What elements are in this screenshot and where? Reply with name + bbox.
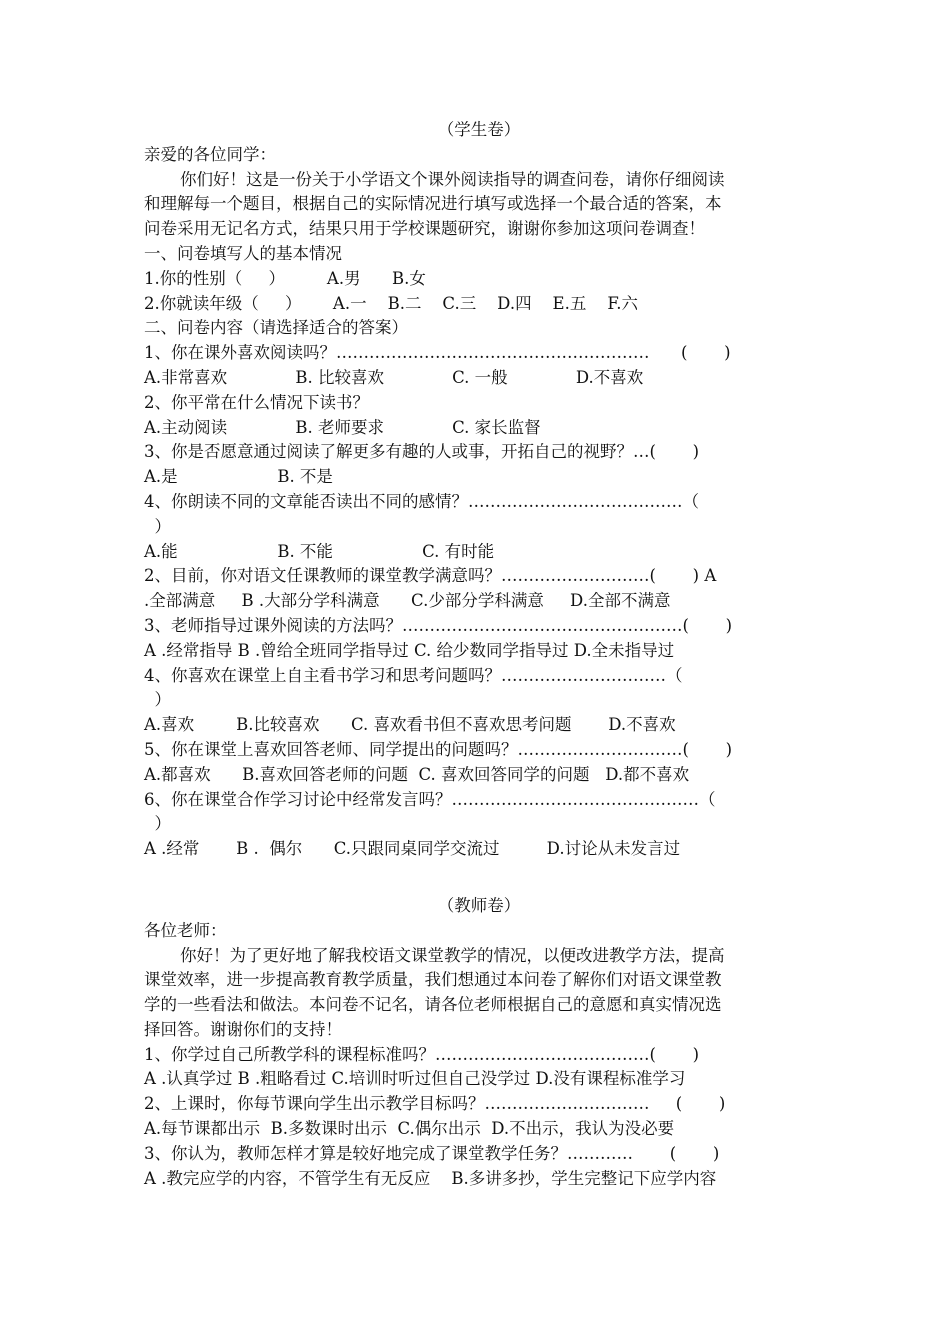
question-line: 3、老师指导过课外阅读的方法吗？……………………………………………( ) — [144, 615, 733, 635]
teacher-intro-line: 学的一些看法和做法。本问卷不记名，请各位老师根据自己的意愿和真实情况选 — [144, 995, 722, 1015]
question-line-wrap: ） — [144, 516, 171, 536]
teacher-intro-line: 择回答。谢谢你们的支持！ — [144, 1019, 342, 1039]
answer-options: A.每节课都出示 B.多数课时出示 C.偶尔出示 D.不出示，我认为没必要 — [144, 1119, 675, 1139]
document-page — [144, 118, 814, 1191]
student-greeting: 亲爱的各位同学： — [144, 144, 276, 164]
teacher-greeting: 各位老师： — [144, 920, 227, 940]
student-intro-line: 问卷采用无记名方式，结果只用于学校课题研究，谢谢你参加这项问卷调查！ — [144, 219, 705, 239]
answer-options: A .经常指导 B .曾给全班同学指导过 C. 给少数同学指导过 D.全未指导过 — [144, 640, 675, 660]
question-line: 1、你在课外喜欢阅读吗？………………………………………………… ( ) — [144, 343, 731, 363]
answer-options: A.都喜欢 B.喜欢回答老师的问题 C. 喜欢回答同学的问题 D.都不喜欢 — [144, 764, 690, 784]
question-line: 2、上课时，你每节课向学生出示教学目标吗？………………………… ( ) — [144, 1094, 726, 1114]
answer-options: A.主动阅读 B. 老师要求 C. 家长监督 — [144, 417, 541, 437]
answer-options: A.能 B. 不能 C. 有时能 — [144, 541, 495, 561]
question-grade: 2.你就读年级（ ） A.一 B.二 C.三 D.四 E.五 F.六 — [144, 293, 638, 313]
question-line-wrap: ） — [144, 814, 171, 834]
answer-options: A.非常喜欢 B. 比较喜欢 C. 一般 D.不喜欢 — [144, 367, 644, 387]
section-heading-content: 二、问卷内容（请选择适合的答案） — [144, 318, 408, 338]
question-line: 2、你平常在什么情况下读书？ — [144, 392, 369, 412]
question-line: 1、你学过自己所教学科的课程标准吗？…………………………………( ) — [144, 1044, 700, 1064]
answer-options: A .教完应学的内容，不管学生有无反应 B.多讲多抄，学生完整记下应学内容 — [144, 1168, 717, 1188]
teacher-intro-line: 课堂效率，进一步提高教育教学质量，我们想通过本问卷了解你们对语文课堂教 — [144, 970, 722, 990]
question-line: 2、目前，你对语文任课教师的课堂教学满意吗？………………………( ) A — [144, 566, 717, 586]
answer-options: A .经常 B . 偶尔 C.只跟同桌同学交流过 D.讨论从未发言过 — [144, 839, 681, 859]
teacher-questionnaire-title: （教师卷） — [437, 895, 521, 915]
answer-options: A.是 B. 不是 — [144, 467, 333, 487]
section-heading-basic-info: 一、问卷填写人的基本情况 — [144, 243, 342, 263]
student-questionnaire-title: （学生卷） — [437, 120, 521, 139]
question-line: 3、你是否愿意通过阅读了解更多有趣的人或事，开拓自己的视野？…( ) — [144, 442, 700, 462]
question-line-wrap: ） — [144, 690, 171, 710]
question-line: 3、你认为，教师怎样才算是较好地完成了课堂教学任务？………… ( ) — [144, 1143, 720, 1163]
student-intro-line: 你们好！这是一份关于小学语文个课外阅读指导的调查问卷，请你仔细阅读 — [180, 169, 725, 189]
answer-options: .全部满意 B .大部分学科满意 C.少部分学科满意 D.全部不满意 — [144, 591, 671, 611]
question-line: 5、你在课堂上喜欢回答老师、同学提出的问题吗？…………………………( ) — [144, 739, 733, 759]
answer-options: A.喜欢 B.比较喜欢 C. 喜欢看书但不喜欢思考问题 D.不喜欢 — [144, 715, 676, 735]
answer-options: A .认真学过 B .粗略看过 C.培训时听过但自己没学过 D.没有课程标准学习 — [144, 1069, 686, 1089]
question-line: 4、你朗读不同的文章能否读出不同的感情？…………………………………（ — [144, 491, 699, 511]
teacher-intro-line: 你好！为了更好地了解我校语文课堂教学的情况，以便改进教学方法，提高 — [180, 945, 725, 965]
question-line: 6、你在课堂合作学习讨论中经常发言吗？………………………………………（ — [144, 789, 716, 809]
student-intro-line: 和理解每一个题目，根据自己的实际情况进行填写或选择一个最合适的答案，本 — [144, 194, 722, 214]
question-gender: 1.你的性别（ ） A.男 B.女 — [144, 268, 426, 288]
question-line: 4、你喜欢在课堂上自主看书学习和思考问题吗？…………………………（ — [144, 665, 683, 685]
